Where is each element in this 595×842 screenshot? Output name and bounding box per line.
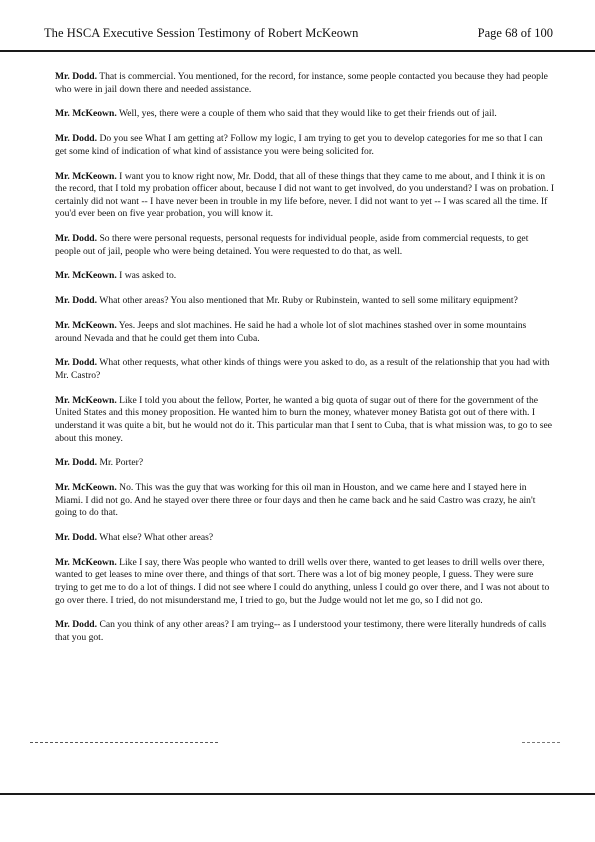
testimony-paragraph <box>55 357 555 382</box>
page-number: Page 68 of 100 <box>477 26 553 40</box>
speech-text: Yes. Jeeps and slot machines. He said he had a whole lot of slot machines stashed over in some mountains around Nevada and that he could get them into Cuba. <box>55 320 527 344</box>
speaker-name: Mr. McKeown. <box>55 482 117 494</box>
speech-text: What other areas? You also mentioned that Mr. Ruby or Rubinstein, wanted to sell some military equipment? <box>99 295 518 307</box>
speaker-name: Mr. Dodd. <box>55 233 98 245</box>
testimony-paragraph <box>55 133 555 158</box>
speech-text: Mr. Porter? <box>99 457 144 469</box>
speaker-name: Mr. McKeown. <box>55 108 117 120</box>
testimony-paragraph <box>55 395 555 445</box>
testimony-paragraph <box>55 532 555 545</box>
speaker-name: Mr. McKeown. <box>55 320 117 332</box>
testimony-body <box>55 71 555 657</box>
speech-text: That is commercial. You mentioned, for the record, for instance, some people contacted you because they had people who were in jail down there and needed assistance. <box>55 71 548 95</box>
footer-dashed-rule-left <box>30 742 218 743</box>
speaker-name: Mr. McKeown. <box>55 270 117 282</box>
speech-text: What else? What other areas? <box>99 532 214 544</box>
speaker-name: Mr. McKeown. <box>55 394 117 406</box>
speaker-name: Mr. McKeown. <box>55 556 117 568</box>
testimony-paragraph <box>55 108 555 121</box>
header-rule <box>0 50 595 52</box>
testimony-paragraph <box>55 320 555 345</box>
speech-text: So there were personal requests, personal requests for individual people, aside from commercial requests, to get people out of jail, people who were being detained. You were requested to do that, as well. <box>55 233 529 257</box>
speech-text: Do you see What I am getting at? Follow my logic, I am trying to get you to develop categories for me so that I can get some kind of indication of what kind of assistance you were being solicited for. <box>55 133 543 157</box>
speaker-name: Mr. Dodd. <box>55 457 98 469</box>
speech-text: I want you to know right now, Mr. Dodd, that all of these things that they came to me about, and I think it is on the record, that I told my probation officer about, because I did not want to get involved, do you understand? I was on probation. I certainly did not want -- I have never been in trouble in my life before, never. I did not want to yet -- I was scared all the time. If you'd ever been on five year probation, you will know it. <box>55 170 555 220</box>
footer-dashed-rule-right <box>522 742 560 743</box>
speaker-name: Mr. Dodd. <box>55 532 98 544</box>
speaker-name: Mr. Dodd. <box>55 357 98 369</box>
testimony-paragraph <box>55 233 555 258</box>
speaker-name: Mr. Dodd. <box>55 295 98 307</box>
testimony-paragraph <box>55 619 555 644</box>
testimony-paragraph <box>55 270 555 283</box>
speech-text: I was asked to. <box>119 270 177 282</box>
speech-text: Like I told you about the fellow, Porter, he wanted a big quota of sugar out of there for the government of the United States and this money proposition. He wanted him to burn the money, whatever money Batista got out of there with. I understand it was quite a bit, but he would not do it. This particular man that I sent to Cuba, that is what mission was, to go to see about this money. <box>55 394 553 444</box>
speech-text: No. This was the guy that was working for this oil man in Houston, and we came here and I stayed here in Miami. I did not go. And he stayed over there three or four days and then he came back and he said Castro was crazy, he ain't going to do that. <box>55 482 536 519</box>
speech-text: What other requests, what other kinds of things were you asked to do, as a result of the relationship that you had with Mr. Castro? <box>55 357 550 381</box>
testimony-paragraph <box>55 457 555 470</box>
speaker-name: Mr. McKeown. <box>55 170 117 182</box>
speech-text: Can you think of any other areas? I am trying-- as I understood your testimony, there were literally hundreds of calls that you got. <box>55 619 547 644</box>
testimony-paragraph <box>55 171 555 221</box>
testimony-paragraph <box>55 71 555 96</box>
speaker-name: Mr. Dodd. <box>55 133 98 145</box>
document-title: The HSCA Executive Session Testimony of Robert McKeown <box>44 26 359 40</box>
speech-text: Well, yes, there were a couple of them who said that they would like to get their friends out of jail. <box>118 108 497 120</box>
speaker-name: Mr. Dodd. <box>55 71 98 82</box>
testimony-paragraph <box>55 557 555 607</box>
testimony-paragraph <box>55 295 555 308</box>
footer-rule <box>0 793 595 795</box>
speech-text: Like I say, there Was people who wanted to drill wells over there, wanted to get leases to drill wells over there, wanted to get leases to mine over there, and things of that sort. There was a lot of big money people, I guess. They were sure trying to get me to do a lot of things. I did not see where I could do anything, unless I could go over there, and I was not about to go over there. I tried, do not misunderstand me, I tried to go, but the Judge would not let me go, so I did not go. <box>55 556 550 606</box>
speaker-name: Mr. Dodd. <box>55 619 98 631</box>
testimony-paragraph <box>55 482 555 520</box>
